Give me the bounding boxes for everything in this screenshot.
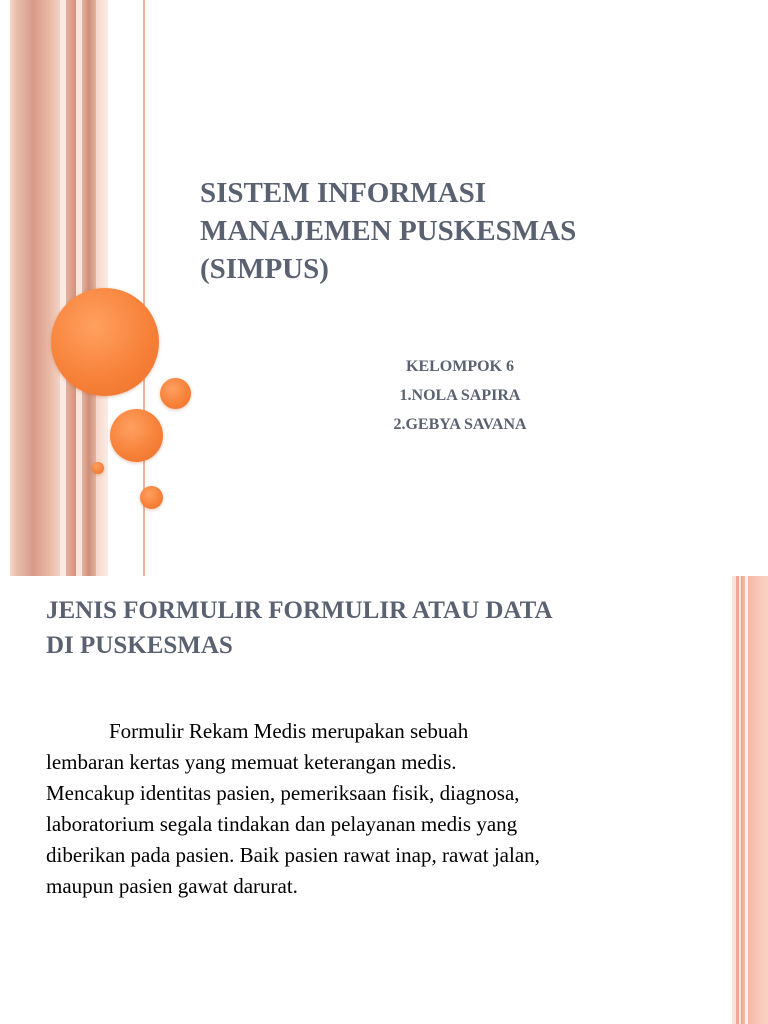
decor-stripe	[16, 0, 60, 576]
slide-subtitle	[340, 352, 580, 439]
body-line: maupun pasien gawat darurat.	[46, 874, 298, 898]
body-line: diberikan pada pasien. Baik pasien rawat inap, rawat jalan,	[46, 843, 540, 867]
decor-stripe	[748, 576, 768, 1024]
body-line: laboratorium segala tindakan dan pelayanan medis yang	[46, 812, 518, 836]
body-line: lembaran kertas yang memuat keterangan medis.	[46, 750, 457, 774]
heading-line: DI PUSKESMAS	[46, 632, 233, 659]
member-name: 1.NOLA SAPIRA	[399, 387, 521, 404]
decor-circle-small	[160, 378, 191, 409]
body-line: Formulir Rekam Medis merupakan sebuah	[46, 719, 469, 743]
title-line: MANAJEMEN PUSKESMAS	[200, 215, 577, 247]
body-line: Mencakup identitas pasien, pemeriksaan fisik, diagnosa,	[46, 781, 520, 805]
decor-circle-tiny	[92, 462, 104, 474]
title-line: SISTEM INFORMASI	[200, 177, 487, 209]
decor-stripe	[66, 0, 76, 576]
decor-circle-medium	[110, 409, 163, 462]
slide-body-text	[46, 716, 706, 902]
decor-circle-small	[140, 486, 163, 509]
decor-circle-large	[51, 288, 159, 396]
slide-2	[0, 576, 768, 1024]
heading-line: JENIS FORMULIR FORMULIR ATAU DATA	[46, 597, 553, 624]
group-label: KELOMPOK 6	[406, 358, 514, 375]
slide-heading	[46, 593, 686, 663]
slide-title	[200, 174, 720, 288]
title-line: (SIMPUS)	[200, 253, 329, 285]
member-name: 2.GEBYA SAVANA	[393, 416, 527, 433]
